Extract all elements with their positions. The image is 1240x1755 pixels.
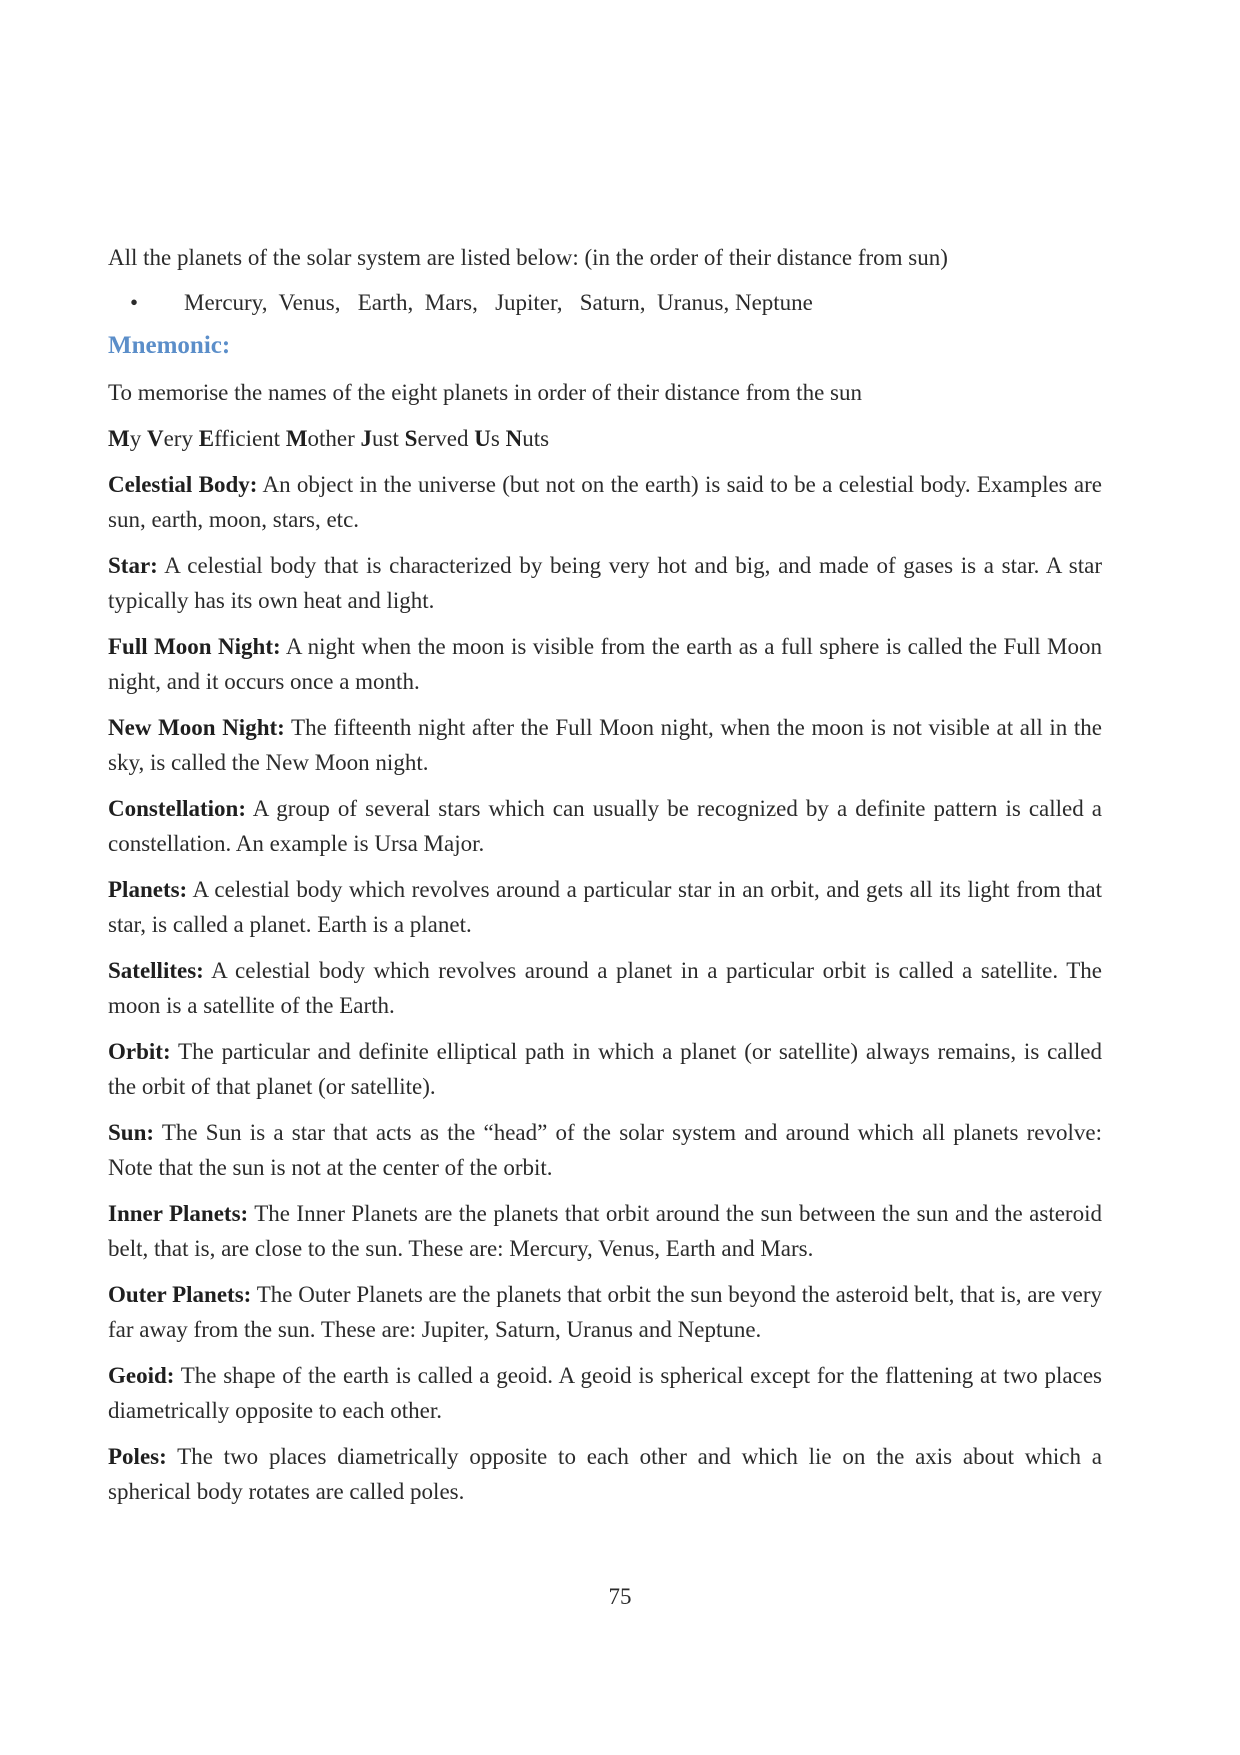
mnemonic-initial: N <box>505 426 523 451</box>
definition-text: A night when the moon is visible from the earth as a full sphere is called the Full Moon night, and it occurs once a month. <box>108 634 1103 694</box>
definition-text: A celestial body which revolves around a planet in a particular orbit is called a satellite. The moon is a satellite of the Earth. <box>108 958 1103 1018</box>
definition-text: The two places diametrically opposite to each other and which lie on the axis about which a spherical body rotates are called poles. <box>108 1444 1102 1504</box>
page-number: 75 <box>608 1584 632 1609</box>
definition-outer-planets <box>108 1277 1102 1347</box>
mnemonic-initial: V <box>146 426 164 451</box>
definition-term: Poles: <box>108 1444 167 1469</box>
definition-text: A celestial body that is characterized by being very hot and big, and made of gases is a star. A star typically has its own heat and light. <box>108 553 1102 613</box>
definition-sun <box>108 1115 1102 1185</box>
mnemonic-initial: S <box>404 426 418 451</box>
definition-term: New Moon Night: <box>108 715 285 740</box>
definition-term: Full Moon Night: <box>108 634 281 659</box>
mnemonic-rest: other <box>307 426 355 451</box>
definition-full-moon-night <box>108 629 1102 699</box>
definition-text: A celestial body which revolves around a particular star in an orbit, and gets all its light from that star, is called a planet. Earth is a planet. <box>108 877 1102 937</box>
definition-celestial-body <box>108 467 1102 537</box>
mnemonic-rest: uts <box>522 426 550 451</box>
definition-term: Constellation: <box>108 796 246 821</box>
definition-term: Geoid: <box>108 1363 175 1388</box>
mnemonic-initial: J <box>360 426 373 451</box>
planet-list: Mercury, Venus, Earth, Mars, Jupiter, Saturn, Uranus, Neptune <box>184 290 813 315</box>
definition-text: The Inner Planets are the planets that orbit around the sun between the sun and the asteroid belt, that is, are close to the sun. These are: Mercury, Venus, Earth and Mars. <box>108 1201 1102 1261</box>
definition-poles <box>108 1439 1102 1509</box>
mnemonic-initial: M <box>108 426 130 451</box>
definition-term: Star: <box>108 553 158 578</box>
mnemonic-phrase <box>108 421 1102 456</box>
definition-text: The Outer Planets are the planets that orbit the sun beyond the asteroid belt, that is, are very far away from the sun. These are: Jupiter, Saturn, Uranus and Neptune. <box>108 1282 1102 1342</box>
mnemonic-rest: s <box>490 426 500 451</box>
definition-text: A group of several stars which can usually be recognized by a definite pattern is called a constellation. An example is Ursa Major. <box>108 796 1103 856</box>
definition-text: The fifteenth night after the Full Moon night, when the moon is not visible at all in the sky, is called the New Moon night. <box>108 715 1102 775</box>
bullet-icon: • <box>130 290 139 315</box>
page-content <box>108 240 1102 1520</box>
mnemonic-rest: fficient <box>214 426 281 451</box>
definition-term: Outer Planets: <box>108 1282 252 1307</box>
definition-planets <box>108 872 1102 942</box>
planets-intro: All the planets of the solar system are listed below: (in the order of their distance from sun) <box>108 245 948 270</box>
mnemonic-intro: To memorise the names of the eight planets in order of their distance from the sun <box>108 380 862 405</box>
definition-inner-planets <box>108 1196 1102 1266</box>
mnemonic-rest: ery <box>163 426 193 451</box>
mnemonic-rest: y <box>129 426 142 451</box>
mnemonic-rest: ust <box>372 426 399 451</box>
mnemonic-initial: M <box>285 426 308 451</box>
definition-term: Celestial Body: <box>108 472 258 497</box>
definition-text: The shape of the earth is called a geoid. A geoid is spherical except for the flattening at two places diametrically opposite to each other. <box>108 1363 1102 1423</box>
mnemonic-initial: E <box>198 426 215 451</box>
definition-new-moon-night <box>108 710 1102 780</box>
definition-term: Planets: <box>108 877 188 902</box>
definition-term: Sun: <box>108 1120 155 1145</box>
mnemonic-rest: erved <box>417 426 469 451</box>
definition-term: Satellites: <box>108 958 204 983</box>
mnemonic-initial: U <box>474 426 491 451</box>
definition-term: Inner Planets: <box>108 1201 249 1226</box>
definition-text: The Sun is a star that acts as the “head” of the solar system and around which all planets revolve: Note that the sun is not at the center of the orbit. <box>108 1120 1102 1180</box>
definition-satellites <box>108 953 1102 1023</box>
planet-list-item <box>108 285 1102 320</box>
definition-text: The particular and definite elliptical path in which a planet (or satellite) always remains, is called the orbit of that planet (or satellite). <box>108 1039 1102 1099</box>
definition-text: An object in the universe (but not on the earth) is said to be a celestial body. Examples are sun, earth, moon, stars, etc. <box>108 472 1103 532</box>
definition-term: Orbit: <box>108 1039 171 1064</box>
definition-geoid <box>108 1358 1102 1428</box>
definition-constellation <box>108 791 1102 861</box>
definition-star <box>108 548 1102 618</box>
definition-orbit <box>108 1034 1102 1104</box>
mnemonic-heading: Mnemonic: <box>108 332 231 359</box>
